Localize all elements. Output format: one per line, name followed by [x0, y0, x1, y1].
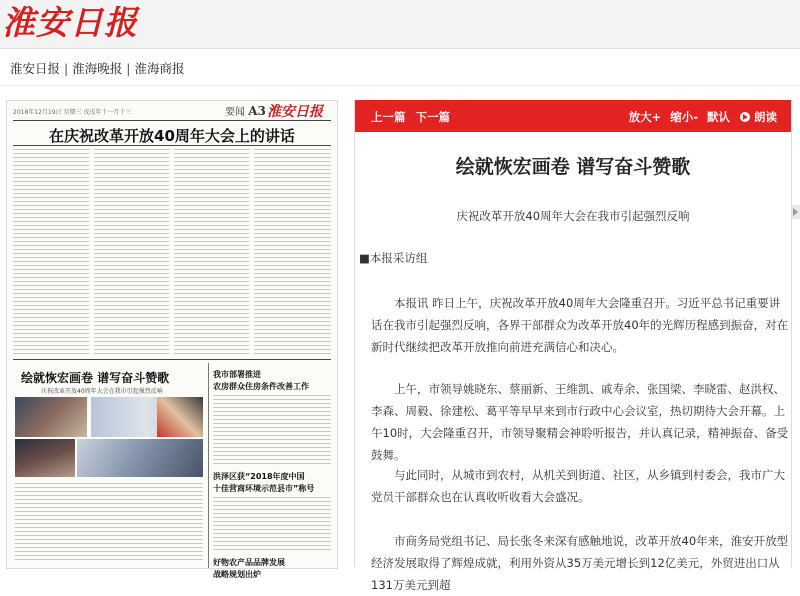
- site-header: [0, 0, 800, 49]
- nav-link-huaian-daily[interactable]: 淮安日报: [10, 61, 61, 76]
- paper-date: 2018年12月19日 星期三 戊戌年十一月十三: [13, 109, 132, 116]
- news-photo[interactable]: [15, 439, 75, 477]
- column-gap: [249, 149, 254, 354]
- publication-nav: [0, 49, 800, 86]
- zoom-in-button[interactable]: 放大+: [628, 110, 662, 124]
- article-nav: [371, 109, 460, 125]
- column-gap: [169, 149, 174, 354]
- article-paragraph: 市商务局党组书记、局长张冬来深有感触地说，改革开放40年来，淮安开放型经济发展取得了辉煌成就，利用外资从35万美元增长到12亿美元，外贸进出口从131万美元到超: [371, 534, 789, 592]
- zoom-out-button[interactable]: 缩小-: [670, 110, 698, 124]
- paper-text-block[interactable]: [213, 497, 331, 553]
- read-aloud-button[interactable]: 朗读: [754, 110, 777, 124]
- publication-nav-links: [10, 59, 184, 77]
- prev-article-button[interactable]: 上一篇: [371, 110, 406, 124]
- news-photo[interactable]: [77, 439, 203, 477]
- article-paragraph: 上午，市领导姚晓东、蔡丽新、王维凯、戚寿余、张国梁、李晓雷、赵洪权、李森、周毅、徐建松、葛平等早早来到市行政中心会议室，热切期待大会开幕。上午10时，大会隆重召开，市领导聚精会神聆听报告，并认真记录，精神振奋、备受鼓舞。: [371, 382, 789, 462]
- scroll-right-arrow-icon[interactable]: [792, 205, 800, 219]
- side-story-title[interactable]: 战略规划出炉: [213, 570, 261, 579]
- article-paragraph: 本报讯 昨日上午，庆祝改革开放40周年大会隆重召开。习近平总书记重要讲话在我市引起强烈反响，各界干部群众为改革开放40年的光辉历程感到振奋，对在新时代继续把改革开放推向前进充满信心和决心。: [371, 296, 789, 354]
- newspaper-page-thumbnail[interactable]: [6, 100, 338, 579]
- speaker-icon[interactable]: [740, 112, 750, 122]
- article-toolbar: [355, 100, 791, 132]
- divider: [13, 120, 331, 121]
- side-story-title[interactable]: 农房群众住房条件改善工作: [213, 382, 309, 391]
- default-size-button[interactable]: 默认: [707, 110, 730, 124]
- column-gap: [89, 149, 94, 354]
- news-photo[interactable]: [15, 397, 87, 437]
- page-code: A3: [248, 104, 266, 118]
- paper-headline[interactable]: 在庆祝改革开放40周年大会上的讲话: [49, 127, 295, 145]
- paper-mini-logo: 淮安日报: [267, 104, 323, 120]
- side-story-title[interactable]: 好物农产品品牌发展: [213, 558, 285, 567]
- article-panel: [354, 100, 792, 592]
- paper-sub-headline[interactable]: 绘就恢宏画卷 谱写奋斗赞歌: [21, 371, 170, 385]
- side-story-title[interactable]: 我市部署推进: [213, 370, 261, 379]
- article-paragraph: 与此同时，从城市到农村，从机关到街道、社区，从乡镇到村委会，我市广大党员干部群众也在认真收听收看大会盛况。: [371, 468, 785, 504]
- divider: [208, 363, 209, 568]
- article-subtitle: 庆祝改革开放40周年大会在我市引起强烈反响: [456, 209, 690, 223]
- article-title: 绘就恢宏画卷 谱写奋斗赞歌: [455, 156, 691, 178]
- page-label: 要闻: [225, 107, 245, 118]
- side-story-title[interactable]: 洪泽区获“2018年度中国: [213, 472, 305, 481]
- article-byline: ■本报采访组: [359, 251, 428, 265]
- paper-text-block[interactable]: [213, 395, 331, 465]
- nav-link-huaihai-business[interactable]: 淮海商报: [134, 61, 185, 76]
- next-article-button[interactable]: 下一篇: [415, 110, 450, 124]
- divider: [13, 359, 331, 360]
- paper-text-block[interactable]: [15, 483, 203, 563]
- site-logo[interactable]: 淮安日报: [2, 3, 138, 42]
- page-strip: [7, 101, 337, 119]
- paper-sub-deck: 庆祝改革开放40周年大会在我市引起强烈反响: [41, 388, 163, 395]
- nav-link-huaihai-evening[interactable]: 淮海晚报: [72, 61, 123, 76]
- reading-tools: [620, 109, 777, 125]
- page-number: [225, 103, 266, 118]
- news-photo[interactable]: [157, 397, 203, 437]
- side-story-title[interactable]: 十佳营商环境示范县市”称号: [213, 484, 315, 493]
- divider: [13, 145, 331, 146]
- nav-separator: |: [126, 61, 131, 76]
- nav-separator: |: [64, 61, 69, 76]
